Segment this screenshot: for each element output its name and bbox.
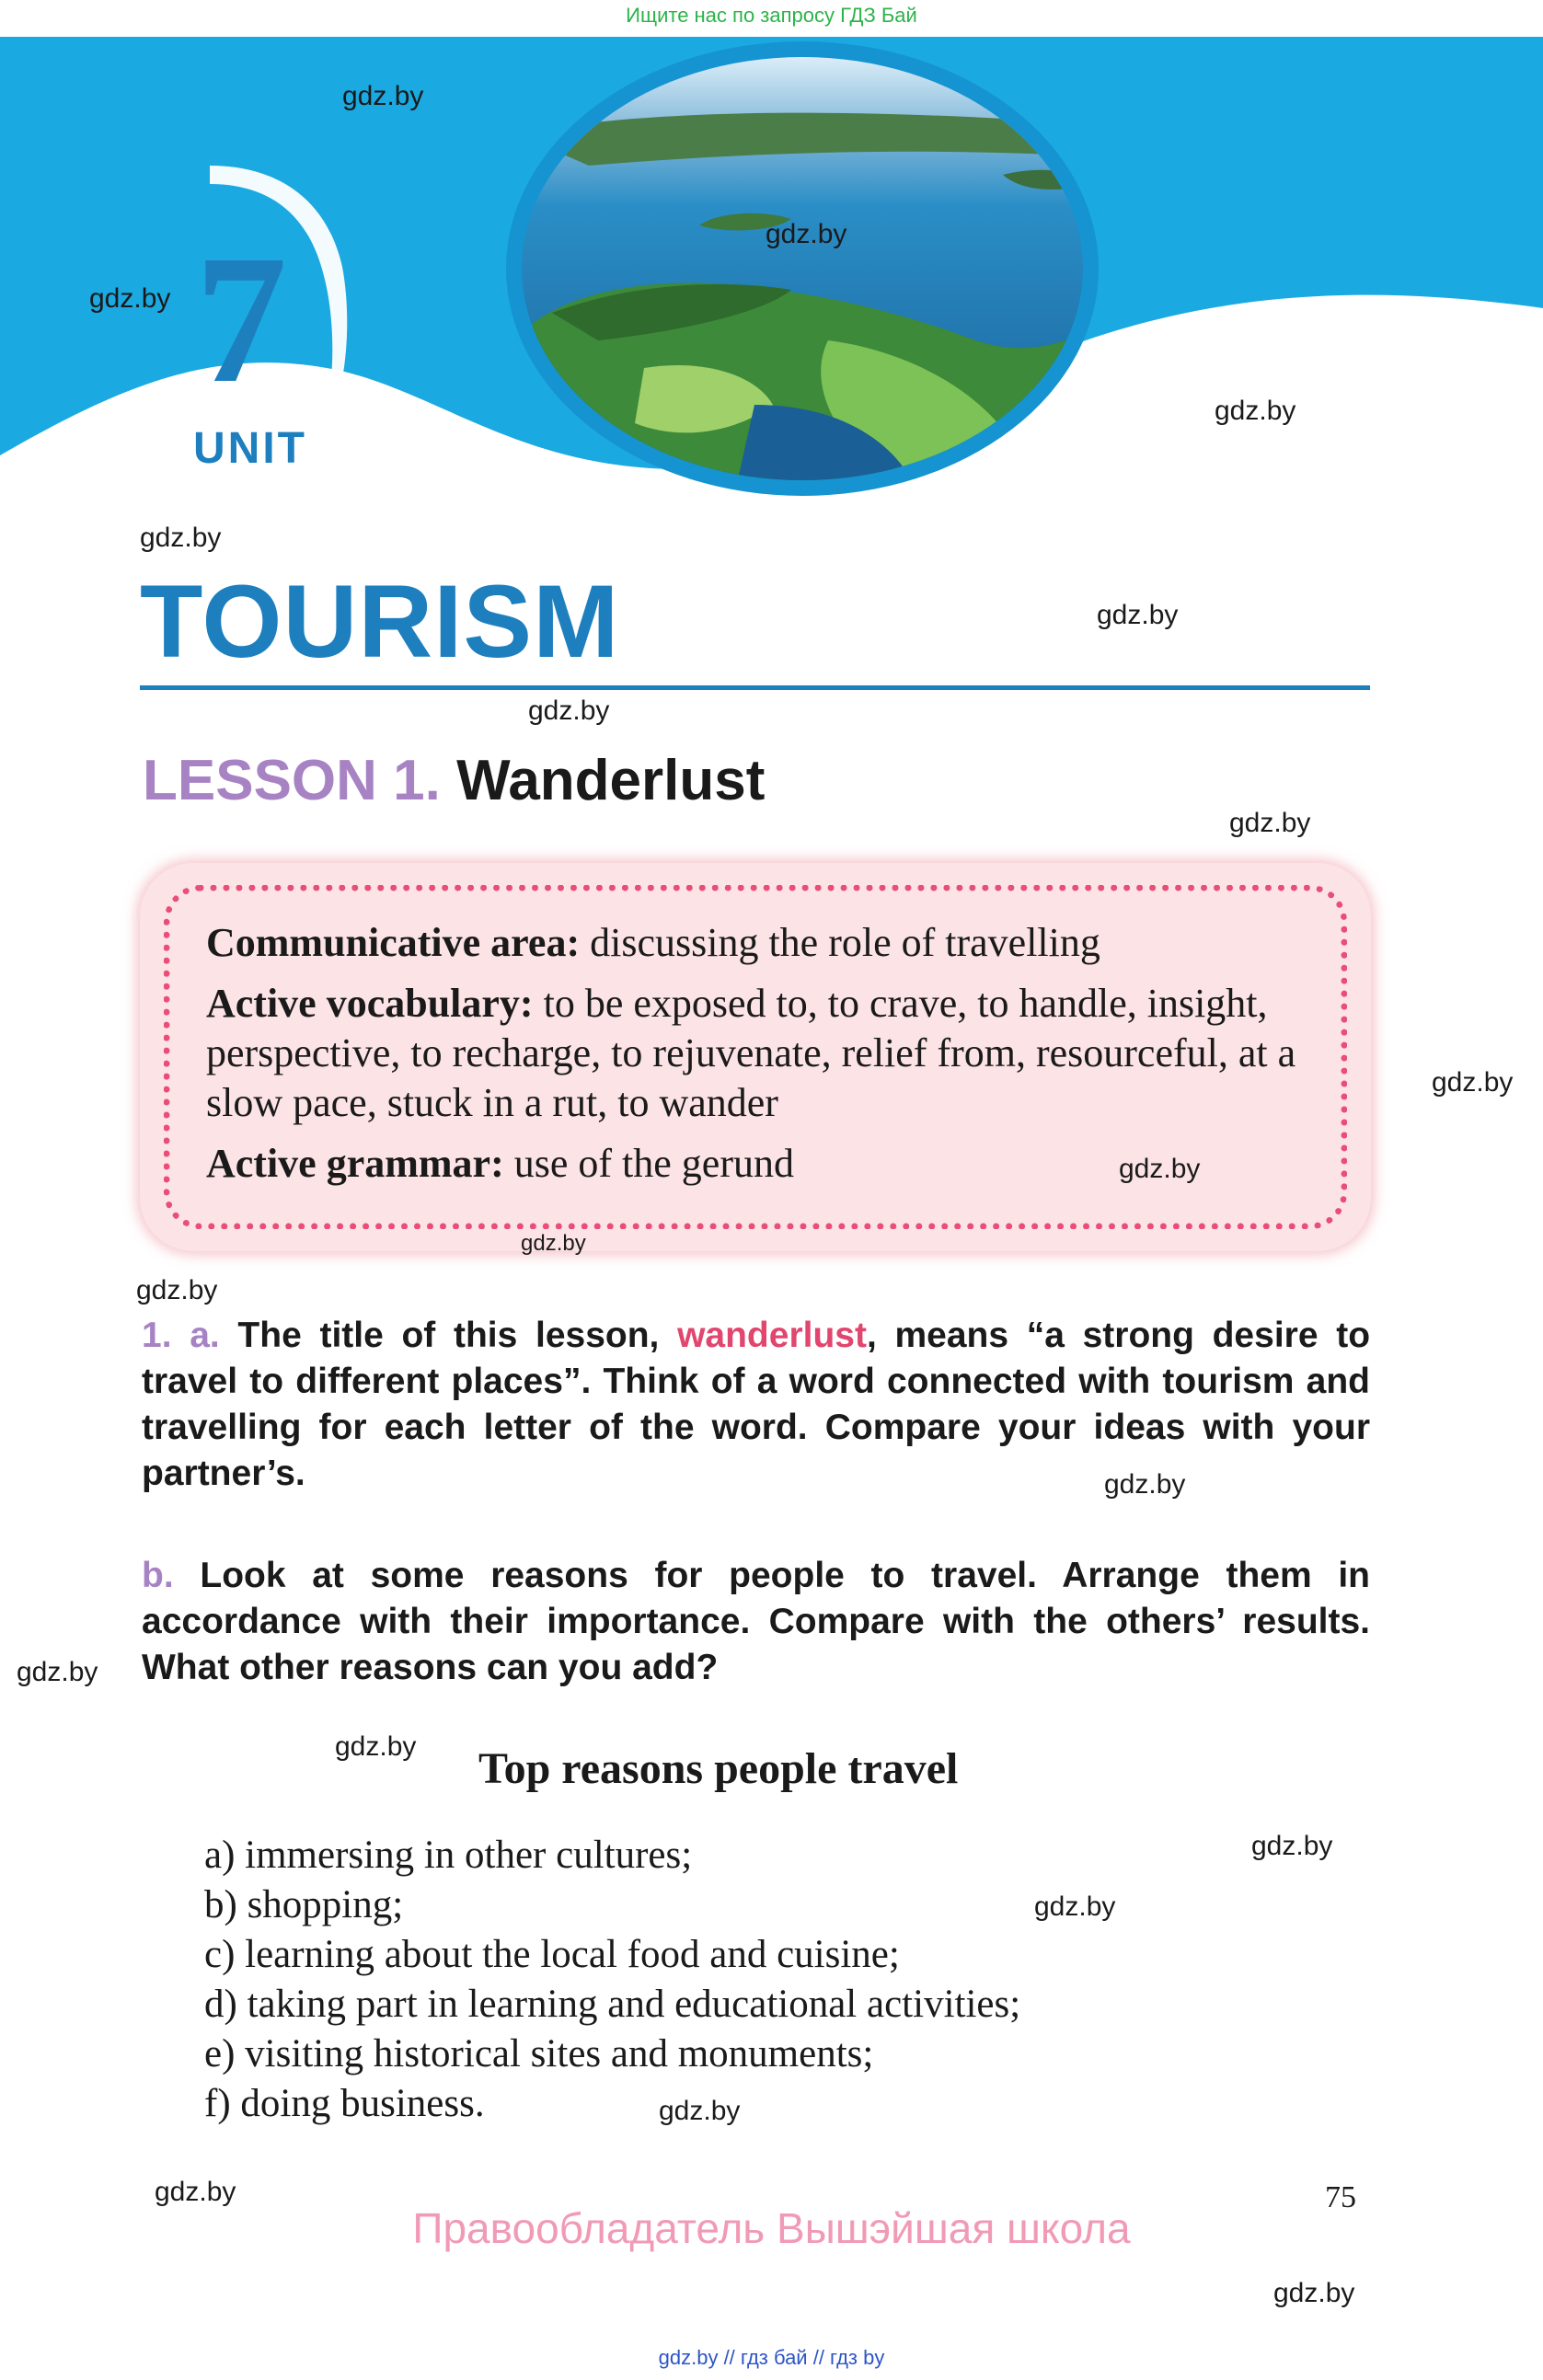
unit-label: UNIT xyxy=(193,424,307,473)
watermark: gdz.by xyxy=(1251,1831,1333,1861)
lesson-heading xyxy=(143,750,765,812)
communicative-area: Communicative area: discussing the role of travelling xyxy=(206,920,1100,965)
watermark: gdz.by xyxy=(1229,808,1311,838)
watermark: gdz.by xyxy=(140,523,222,553)
list-item: e) visiting historical sites and monuments; xyxy=(204,2032,874,2075)
top-search-note: Ищите нас по запросу ГДЗ Бай xyxy=(626,4,917,27)
list-item: f) doing business. xyxy=(204,2082,485,2125)
watermark: gdz.by xyxy=(17,1657,98,1687)
active-grammar: Active grammar: use of the gerund xyxy=(206,1141,794,1186)
unit-number: 7 xyxy=(195,218,287,421)
unit-title: TOURISM xyxy=(140,564,620,679)
exercise-number: 1. a. xyxy=(142,1316,220,1355)
watermark: gdz.by xyxy=(1034,1891,1116,1922)
list-item: c) learning about the local food and cuisine; xyxy=(204,1933,900,1976)
rights-holder: Правообладатель Вышэйшая школа xyxy=(412,2204,1131,2252)
list-item: a) immersing in other cultures; xyxy=(204,1834,693,1877)
watermark: gdz.by xyxy=(1432,1067,1514,1098)
watermark: gdz.by xyxy=(1104,1469,1186,1500)
watermark: gdz.by xyxy=(1273,2278,1355,2308)
watermark: gdz.by xyxy=(1097,600,1179,630)
watermark: gdz.by xyxy=(155,2177,236,2207)
watermark: gdz.by xyxy=(1119,1154,1201,1184)
exercise-1a: 1. a. The title of this lesson, wanderlust, means “a strong desire to travel to different places”. Think of a word connected with tourism and travelling for each letter of the word. Compare your ideas with your partner’s. xyxy=(142,1316,1371,1493)
watermark: gdz.by xyxy=(136,1275,218,1305)
watermark: gdz.by xyxy=(528,696,610,726)
watermark: gdz.by xyxy=(766,219,847,249)
watermark: gdz.by xyxy=(335,1731,417,1762)
active-vocabulary: Active vocabulary: to be exposed to, to crave, to handle, insight, perspective, to recharge, to rejuvenate, relief from, resourceful, at a slow pace, stuck in a rut, to wander xyxy=(206,981,1296,1125)
bottom-links[interactable]: gdz.by // гдз бай // гдз by xyxy=(658,2346,885,2369)
exercise-1b: b. Look at some reasons for people to travel. Arrange them in accordance with their importance. Compare with the others’ results. What other reasons can you add? xyxy=(142,1556,1370,1687)
highlighted-word: wanderlust xyxy=(677,1316,867,1355)
list-item: b) shopping; xyxy=(204,1883,404,1926)
lesson-number: LESSON 1. xyxy=(143,749,441,812)
watermark: gdz.by xyxy=(659,2096,741,2126)
exercise-letter: b. xyxy=(142,1556,174,1595)
page-number: 75 xyxy=(1325,2180,1356,2214)
reasons-title: Top reasons people travel xyxy=(478,1744,959,1793)
watermark: gdz.by xyxy=(521,1231,586,1256)
list-item: d) taking part in learning and educational activities; xyxy=(204,1983,1021,2026)
reasons-list xyxy=(204,1831,1308,2129)
watermark: gdz.by xyxy=(89,283,171,314)
lesson-name: Wanderlust xyxy=(456,749,766,812)
watermark: gdz.by xyxy=(342,81,424,111)
lesson-objectives-box xyxy=(140,863,1371,1251)
watermark: gdz.by xyxy=(1215,396,1296,426)
title-underline xyxy=(140,685,1370,690)
